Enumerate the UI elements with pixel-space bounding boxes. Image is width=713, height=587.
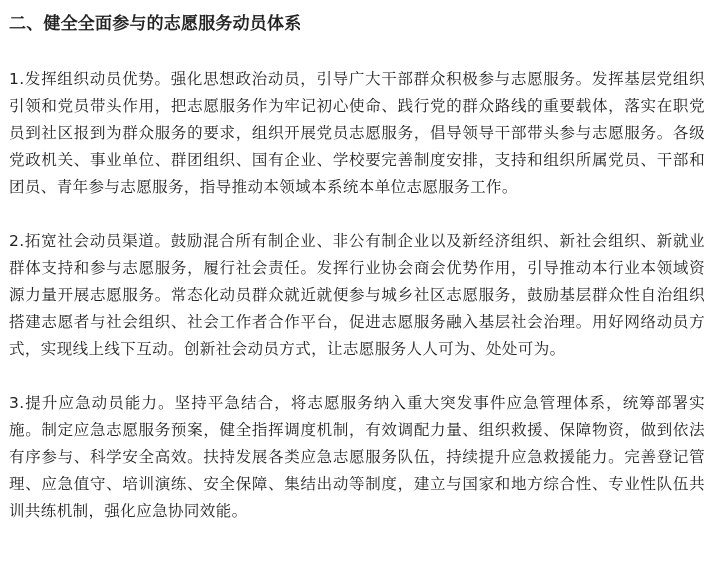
- article-body: [9, 0, 705, 525]
- paragraph-organizational-mobilization: 1.发挥组织动员优势。强化思想政治动员，引导广大干部群众积极参与志愿服务。发挥基层党组织引领和党员带头作用，把志愿服务作为牢记初心使命、践行党的群众路线的重要载体，落实在职党员到社区报到为群众服务的要求，组织开展党员志愿服务，倡导领导干部带头参与志愿服务。各级党政机关、事业单位、群团组织、国有企业、学校要完善制度安排，支持和组织所属党员、干部和团员、青年参与志愿服务，指导推动本领域本系统本单位志愿服务工作。: [9, 70, 705, 196]
- paragraph-emergency-mobilization: 3.提升应急动员能力。坚持平急结合，将志愿服务纳入重大突发事件应急管理体系，统筹部署实施。制定应急志愿服务预案，健全指挥调度机制，有效调配力量、组织救援、保障物资，做到依法有序参与、科学安全高效。扶持发展各类应急志愿服务队伍，持续提升应急救援能力。完善登记管理、应急值守、培训演练、安全保障、集结出动等制度，建立与国家和地方综合性、专业性队伍共训共练机制，强化应急协同效能。: [9, 394, 705, 520]
- paragraph-social-mobilization: 2.拓宽社会动员渠道。鼓励混合所有制企业、非公有制企业以及新经济组织、新社会组织、新就业群体支持和参与志愿服务，履行社会责任。发挥行业协会商会优势作用，引导推动本行业本领域资源力量开展志愿服务。常态化动员群众就近就便参与城乡社区志愿服务，鼓励基层群众性自治组织搭建志愿者与社会组织、社会工作者合作平台，促进志愿服务融入基层社会治理。用好网络动员方式，实现线上线下互动。创新社会动员方式，让志愿服务人人可为、处处可为。: [9, 232, 705, 358]
- section-heading: 二、健全全面参与的志愿服务动员体系: [9, 14, 302, 34]
